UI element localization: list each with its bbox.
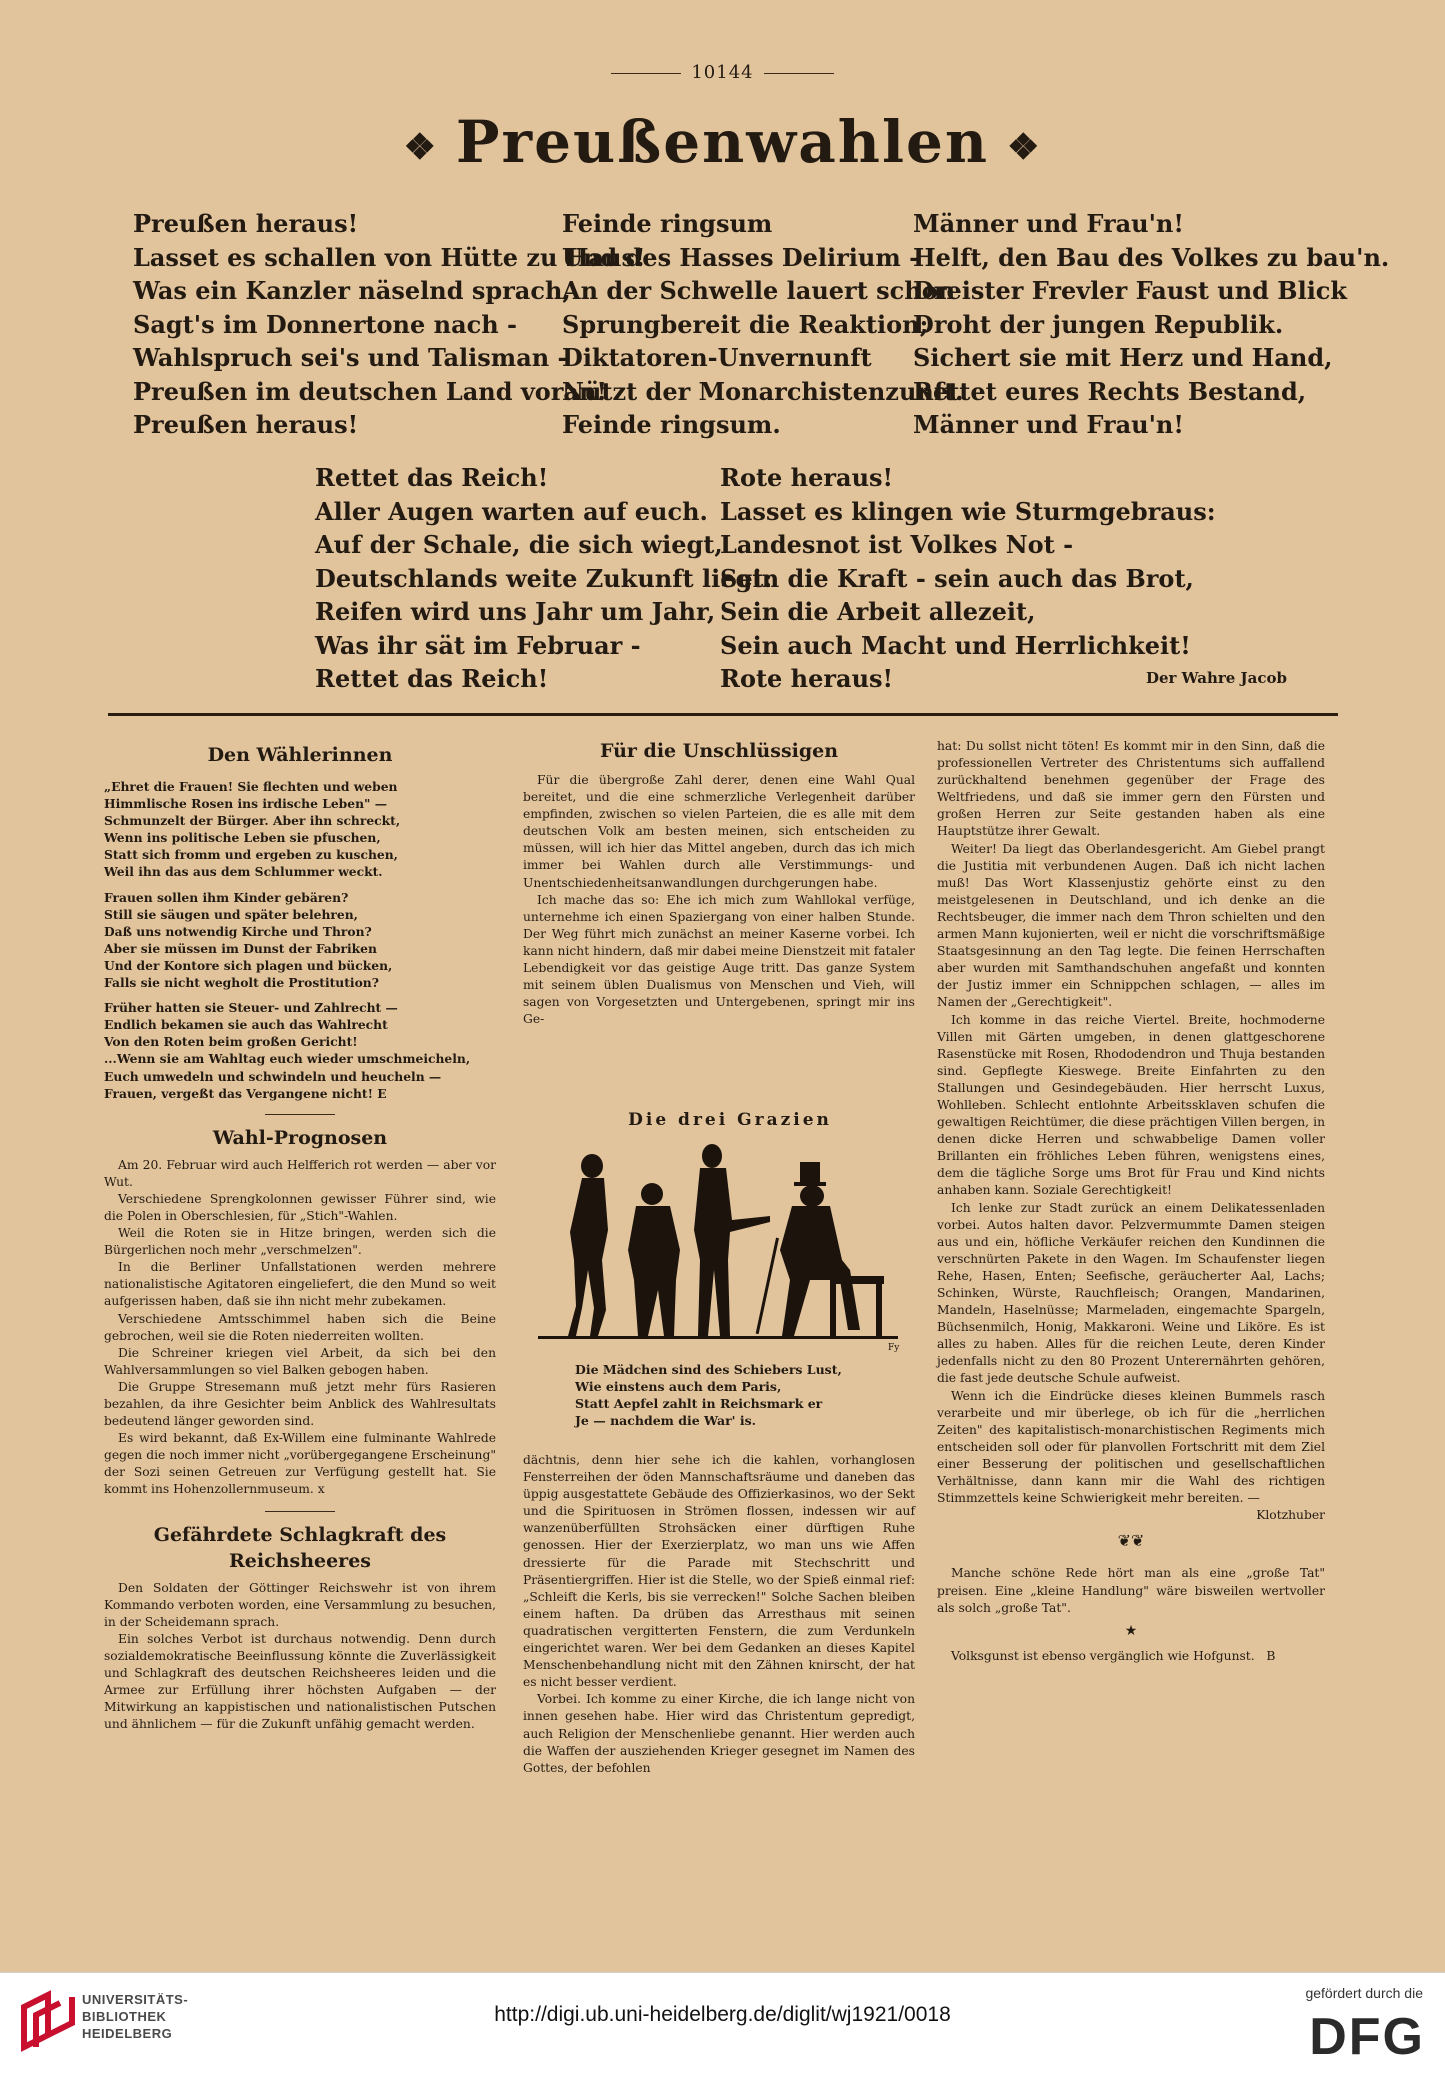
figure-3	[694, 1168, 770, 1336]
heading-reichsheer: Gefährdete Schlagkraft des Reichsheeres	[153, 1523, 447, 1572]
short-divider	[265, 1114, 335, 1115]
heading-unschluessige: Für die Unschlüssigen	[599, 740, 839, 762]
paragraph: Am 20. Februar wird auch Helfferich rot werden — aber vor Wut.	[104, 1157, 496, 1189]
walking-cane	[756, 1238, 779, 1334]
closing-line: Volksgunst ist ebenso vergänglich wie Hofgunst. B	[951, 1648, 1276, 1663]
figure-head	[702, 1144, 722, 1168]
paragraph: Die Gruppe Stresemann muß jetzt mehr fürs Rasieren bezahlen, da ihre Gesichter beim Anblick des Wahlresultats bedeutend länger geworden sind.	[104, 1379, 496, 1429]
figure-2	[628, 1206, 680, 1336]
column-middle-top	[523, 738, 915, 1028]
top-hat	[800, 1162, 820, 1184]
aphorism: Manche schöne Rede hört man als eine „große Tat" preisen. Eine „kleine Handlung" wäre bisweilen wertvoller als solch „große Tat".	[937, 1566, 1325, 1615]
poem-stanza-3: Männer und Frau'n! Helft, den Bau des Volkes zu bau'n. Dreister Frevler Faust und Blick Droht der jungen Republik. Sichert sie mit Herz und Hand, Rettet eures Rechts Bestand, Männer und Frau'n!	[913, 209, 1390, 439]
paragraph: Vorbei. Ich komme zu einer Kirche, die ich lange nicht von innen gesehen habe. Hier wird das Christentum gepredigt, auch Religion der Menschenliebe genannt. Hier werden auch die Waffen der ausziehenden Krieger gesegnet im Namen des Gottes, der befohlen	[523, 1692, 915, 1775]
paragraph: Ein solches Verbot ist durchaus notwendig. Denn durch sozialdemokratische Beeinflussung könnte die Zuverlässigkeit und Schlagkraft des deutschen Reichsheeres leiden und die Armee zur Erfüllung ihrer höchsten Aufgaben — der Mitwirkung an kappistischen und nationalistischen Putschen und ähnlichem — für die Zukunft unfähig gemacht werden.	[104, 1631, 496, 1732]
column-middle-bottom	[523, 1452, 915, 1777]
poem-stanza-5: Rote heraus! Lasset es klingen wie Sturmgebraus: Landesnot ist Volkes Not - Sein die Kraft - sein auch das Brot, Sein die Arbeit allezeit, Sein auch Macht und Herrlichkeit! Rote heraus!	[720, 463, 1216, 693]
verse-stanza: Frauen sollen ihm Kinder gebären? Still sie säugen und später belehren, Daß uns notwendig Kirche und Thron? Aber sie müssen im Dunst der Fabriken Und der Kontore sich plagen und bücken, Falls sie nicht wegholt die Prostitution?	[104, 889, 393, 991]
short-divider	[265, 1511, 335, 1512]
figure-head	[800, 1185, 824, 1207]
heading-waehlerinnen: Den Wählerinnen	[207, 744, 393, 766]
page-title: ❖ Preußenwahlen ❖	[403, 108, 1042, 176]
silhouette-illustration	[530, 1140, 920, 1360]
paragraph: Weil die Roten sie in Hitze bringen, werden sich die Bürgerlichen noch mehr „verschmelzen".	[104, 1226, 496, 1258]
page-number: 10144	[0, 62, 1445, 83]
paragraph: dächtnis, denn hier sehe ich die kahlen, vorhanglosen Fensterreihen der öden Mannschaftsräume und daneben das üppig ausgestattete Gebäude des Offizierkasinos, wo der Sekt und die Spirituosen in Strömen flossen, indessen wir auf wanzenüberfüllten Strohsäcken einer dürftigen Ruhe genossen. Hier der Exerzierplatz, wo man uns wie Affen dressierte für die Parade mit Stechschritt und Präsentiergriffen. Hier ist die Stelle, wo der Spieß einmal rief: „Schleift die Kerls, bis sie verrecken!" Solche Sachen bleiben einem haften. Da drüben das Arresthaus mit seinen quadratischen vergitterten Fenstern, die zum Verdunkeln eingerichtet waren. Wer bei dem Gedanken an dieses Kapitel Menschenbehandlung nicht mit den Zähnen knirscht, der hat es nicht besser verdient.	[523, 1453, 915, 1690]
bench-leg	[876, 1284, 882, 1336]
ground-line	[538, 1336, 898, 1339]
figure-1	[568, 1178, 608, 1336]
figure-head	[581, 1154, 603, 1178]
paragraph: Ich lenke zur Stadt zurück an einem Delikatessenladen vorbei. Autos halten davor. Pelzvermummte Damen steigen aus und ein, höfliche Verkäufer reichen den Kundinnen die verschnürten Pakete in den Wagen. Im Schaufenster liegen Rehe, Hasen, Enten; Seefische, geräucherter Aal, Lachs; Schinken, Würste, Rauchfleisch; Orangen, Mandarinen, Mandeln, Haselnüsse; Marmeladen, eingemachte Spargeln, Büchsenmilch, Honig, Makkaroni. Weine und Liköre. Es ist alles zu haben. Alles für die reichen Leute, deren Kinder jedenfalls nicht zu den 80 Prozent Unterernährten gehören, die fast jede deutsche Schule aufweist.	[937, 1200, 1325, 1386]
bench	[830, 1276, 884, 1284]
paragraph: Ich komme in das reiche Viertel. Breite, hochmoderne Villen mit Gärten umgeben, in denen glattgeschorene Rasenstücke mit Rosen, Rhododendron und Thuja bestanden sind. Gepflegte Kieswege. Breite Einfahrten zu den Stallungen und Gesindegebäuden. Hier herrscht Luxus, Wohlleben. Schlecht entlohnte Arbeitssklaven schufen die gewaltigen Reichtümer, die diese prächtigen Villen bergen, in denen dicke Herren und schwabbelige Damen voller Brillanten ein fröhliches Leben führen, wenigstens eines, dem die tägliche Sorge ums Brot für Frau und Kind nichts anhaben kann. Soziale Gerechtigkeit!	[937, 1012, 1325, 1198]
paragraph: Den Soldaten der Göttinger Reichswehr ist von ihrem Kommando verboten worden, eine Versammlung zu besuchen, in der Scheidemann sprach.	[104, 1580, 496, 1629]
source-url-link[interactable]: http://digi.ub.uni-heidelberg.de/diglit/wj1921/0018	[494, 2003, 951, 2026]
paragraph: In die Berliner Unfallstationen werden mehrere nationalistische Agitatoren eingeliefert, die den Mund so weit aufgerissen haben, daß sie ihn nicht mehr zubekamen.	[104, 1260, 496, 1309]
digitization-footer	[0, 1972, 1445, 2075]
paragraph: Es wird bekannt, daß Ex-Willem eine fulminante Wahlrede gegen die noch immer nicht „vorübergegangene Erscheinung" der Sozi seinen Getreuen zur Verfügung gestellt hat. Sie kommt ins Hohenzollernmuseum. x	[104, 1431, 496, 1497]
paragraph: hat: Du sollst nicht töten! Es kommt mir in den Sinn, daß die professionellen Vertreter des Christentums sich auffallend zurückhaltend benehmen gegenüber der Frage des Weltfriedens, und daß sie immer gern den Fürsten und großen Herren zur Seite gestanden haben als eine Hauptstütze ihrer Gewalt.	[937, 739, 1325, 839]
diamond-ornament-icon: ❖	[403, 126, 438, 168]
verse-stanza: „Ehret die Frauen! Sie flechten und weben Himmlische Rosen ins irdische Leben" — Schmunzelt der Bürger. Aber ihn schreckt, Wenn ins politische Leben sie pfuschen, Statt sich fromm und ergeben zu kuschen, Weil ihn das aus dem Schlummer weckt.	[104, 779, 401, 880]
paragraph: Für die übergroße Zahl derer, denen eine Wahl Qual bereitet, und die eine schmerzliche Verlegenheit darüber empfinden, zwischen so vielen Parteien, die es alle mit dem deutschen Volk am besten meinen, sich entscheiden zu müssen, will ich hier das Mittel angeben, durch das ich mich immer bei Wahlen durch alle Verstimmungs- und Unentschiedenheitsanwandlungen durchgerungen habe.	[523, 773, 915, 890]
library-name: UNIVERSITÄTS- BIBLIOTHEK HEIDELBERG	[82, 1992, 189, 2041]
diamond-ornament-icon: ❖	[1007, 126, 1042, 168]
paragraph: Die Schreiner kriegen viel Arbeit, da sich bei den Wahlversammlungen so viel Balken gebogen haben.	[104, 1345, 496, 1377]
flourish-ornament-icon: ❦❦	[1117, 1531, 1145, 1551]
illustrator-signature: Fy	[888, 1343, 900, 1353]
column-left	[104, 742, 496, 1733]
paragraph: Wenn ich die Eindrücke dieses kleinen Bummels rasch verarbeite und mir überlege, ob ich für die „herrlichen Zeiten" des kapitalistisch-monarchistischen Regiments mich entscheiden soll oder für planvollen Fortschritt mit dem Ziel einer Besserung der politischen und gesellschaftlichen Verhältnisse, dann kann mir die Wahl des richtigen Stimmzettels keine Schwierigkeit mehr bereiten. —	[937, 1388, 1325, 1506]
seated-figure	[780, 1206, 860, 1336]
illustration-caption: Die Mädchen sind des Schiebers Lust, Wie einstens auch dem Paris, Statt Aepfel zahlt in Reichsmark er Je — nachdem die War' is.	[575, 1362, 842, 1428]
column-right	[937, 738, 1325, 1665]
paragraph: Weiter! Da liegt das Oberlandesgericht. Am Giebel prangt die Justitia mit verbundenen Augen. Daß ich nicht lachen muß! Das Wort Klassenjustiz gehörte einst zu den meistgelesenen in Deutschland, und ich denke an die Rechtsbeuger, die immer nach dem Thron schielten und den armen Mann kujonierten, weil er nicht die vorschriftsmäßige Staatsgesinnung an den Tag legte. Die feinen Herrschaften aber wurden mit Samthandschuhen angefaßt und konnten der Justiz immer ein Schnippchen schlagen, — alles im Namen der „Gerechtigkeit".	[937, 841, 1325, 1010]
section-divider	[108, 713, 1338, 716]
funding-note: gefördert durch die	[1305, 1985, 1423, 2001]
verse-stanza: Früher hatten sie Steuer- und Zahlrecht — Endlich bekamen sie auch das Wahlrecht Von den Roten beim großen Gericht! ...Wenn sie am Wahltag euch wieder umschmeicheln, Euch umwedeln und schwindeln und heucheln — Frauen, vergeßt das Vergangene nicht! E	[104, 1000, 471, 1101]
poem-signature: Der Wahre Jacob	[1146, 669, 1287, 687]
dfg-logo: DFG	[1309, 2008, 1425, 2066]
poem-stanza-2: Feinde ringsum Und des Hasses Delirium - An der Schwelle lauert schon Sprungbereit die Reaktion; Diktatoren-Unvernunft Nützt der Monarchistenzunft. Feinde ringsum.	[562, 209, 964, 439]
poem-stanza-1: Preußen heraus! Lasset es schallen von Hütte zu Haus! Was ein Kanzler näselnd sprach, Sagt's im Donnertone nach - Wahlspruch sei's und Talisman - Preußen im deutschen Land voran! Preußen heraus!	[133, 209, 646, 439]
paragraph: Verschiedene Sprengkolonnen gewisser Führer sind, wie die Polen in Oberschlesien, für „Stich"-Wahlen.	[104, 1191, 496, 1223]
poem-stanza-4: Rettet das Reich! Aller Augen warten auf euch. Auf der Schale, die sich wiegt, Deutschlands weite Zukunft liegt: Reifen wird uns Jahr um Jahr, Was ihr sät im Februar - Rettet das Reich!	[315, 463, 773, 693]
bench-leg	[830, 1284, 836, 1336]
heading-prognosen: Wahl-Prognosen	[212, 1126, 388, 1149]
illustration-title: Die drei Grazien	[628, 1110, 832, 1130]
paragraph: Verschiedene Amtsschimmel haben sich die Beine gebrochen, weil sie die Roten niederreiten wollten.	[104, 1311, 496, 1343]
paragraph: Ich mache das so: Ehe ich mich zum Wahllokal verfüge, unternehme ich einen Spaziergang von einer halben Stunde. Der Weg führt mich zunächst an meiner Kaserne vorbei. Ich kann nicht hindern, daß mir dabei meine Dienstzeit mit fataler Lebendigkeit vor das geistige Auge tritt. Das ganze System mit seinem üblen Dualismus von Menschen und Vieh, will sagen von Vorgesetzten und Untergebenen, springt mir ins Ge-	[523, 892, 915, 1027]
star-icon: ★	[1124, 1622, 1138, 1639]
author-name: Klotzhuber	[1256, 1508, 1325, 1523]
figure-head	[641, 1183, 663, 1205]
